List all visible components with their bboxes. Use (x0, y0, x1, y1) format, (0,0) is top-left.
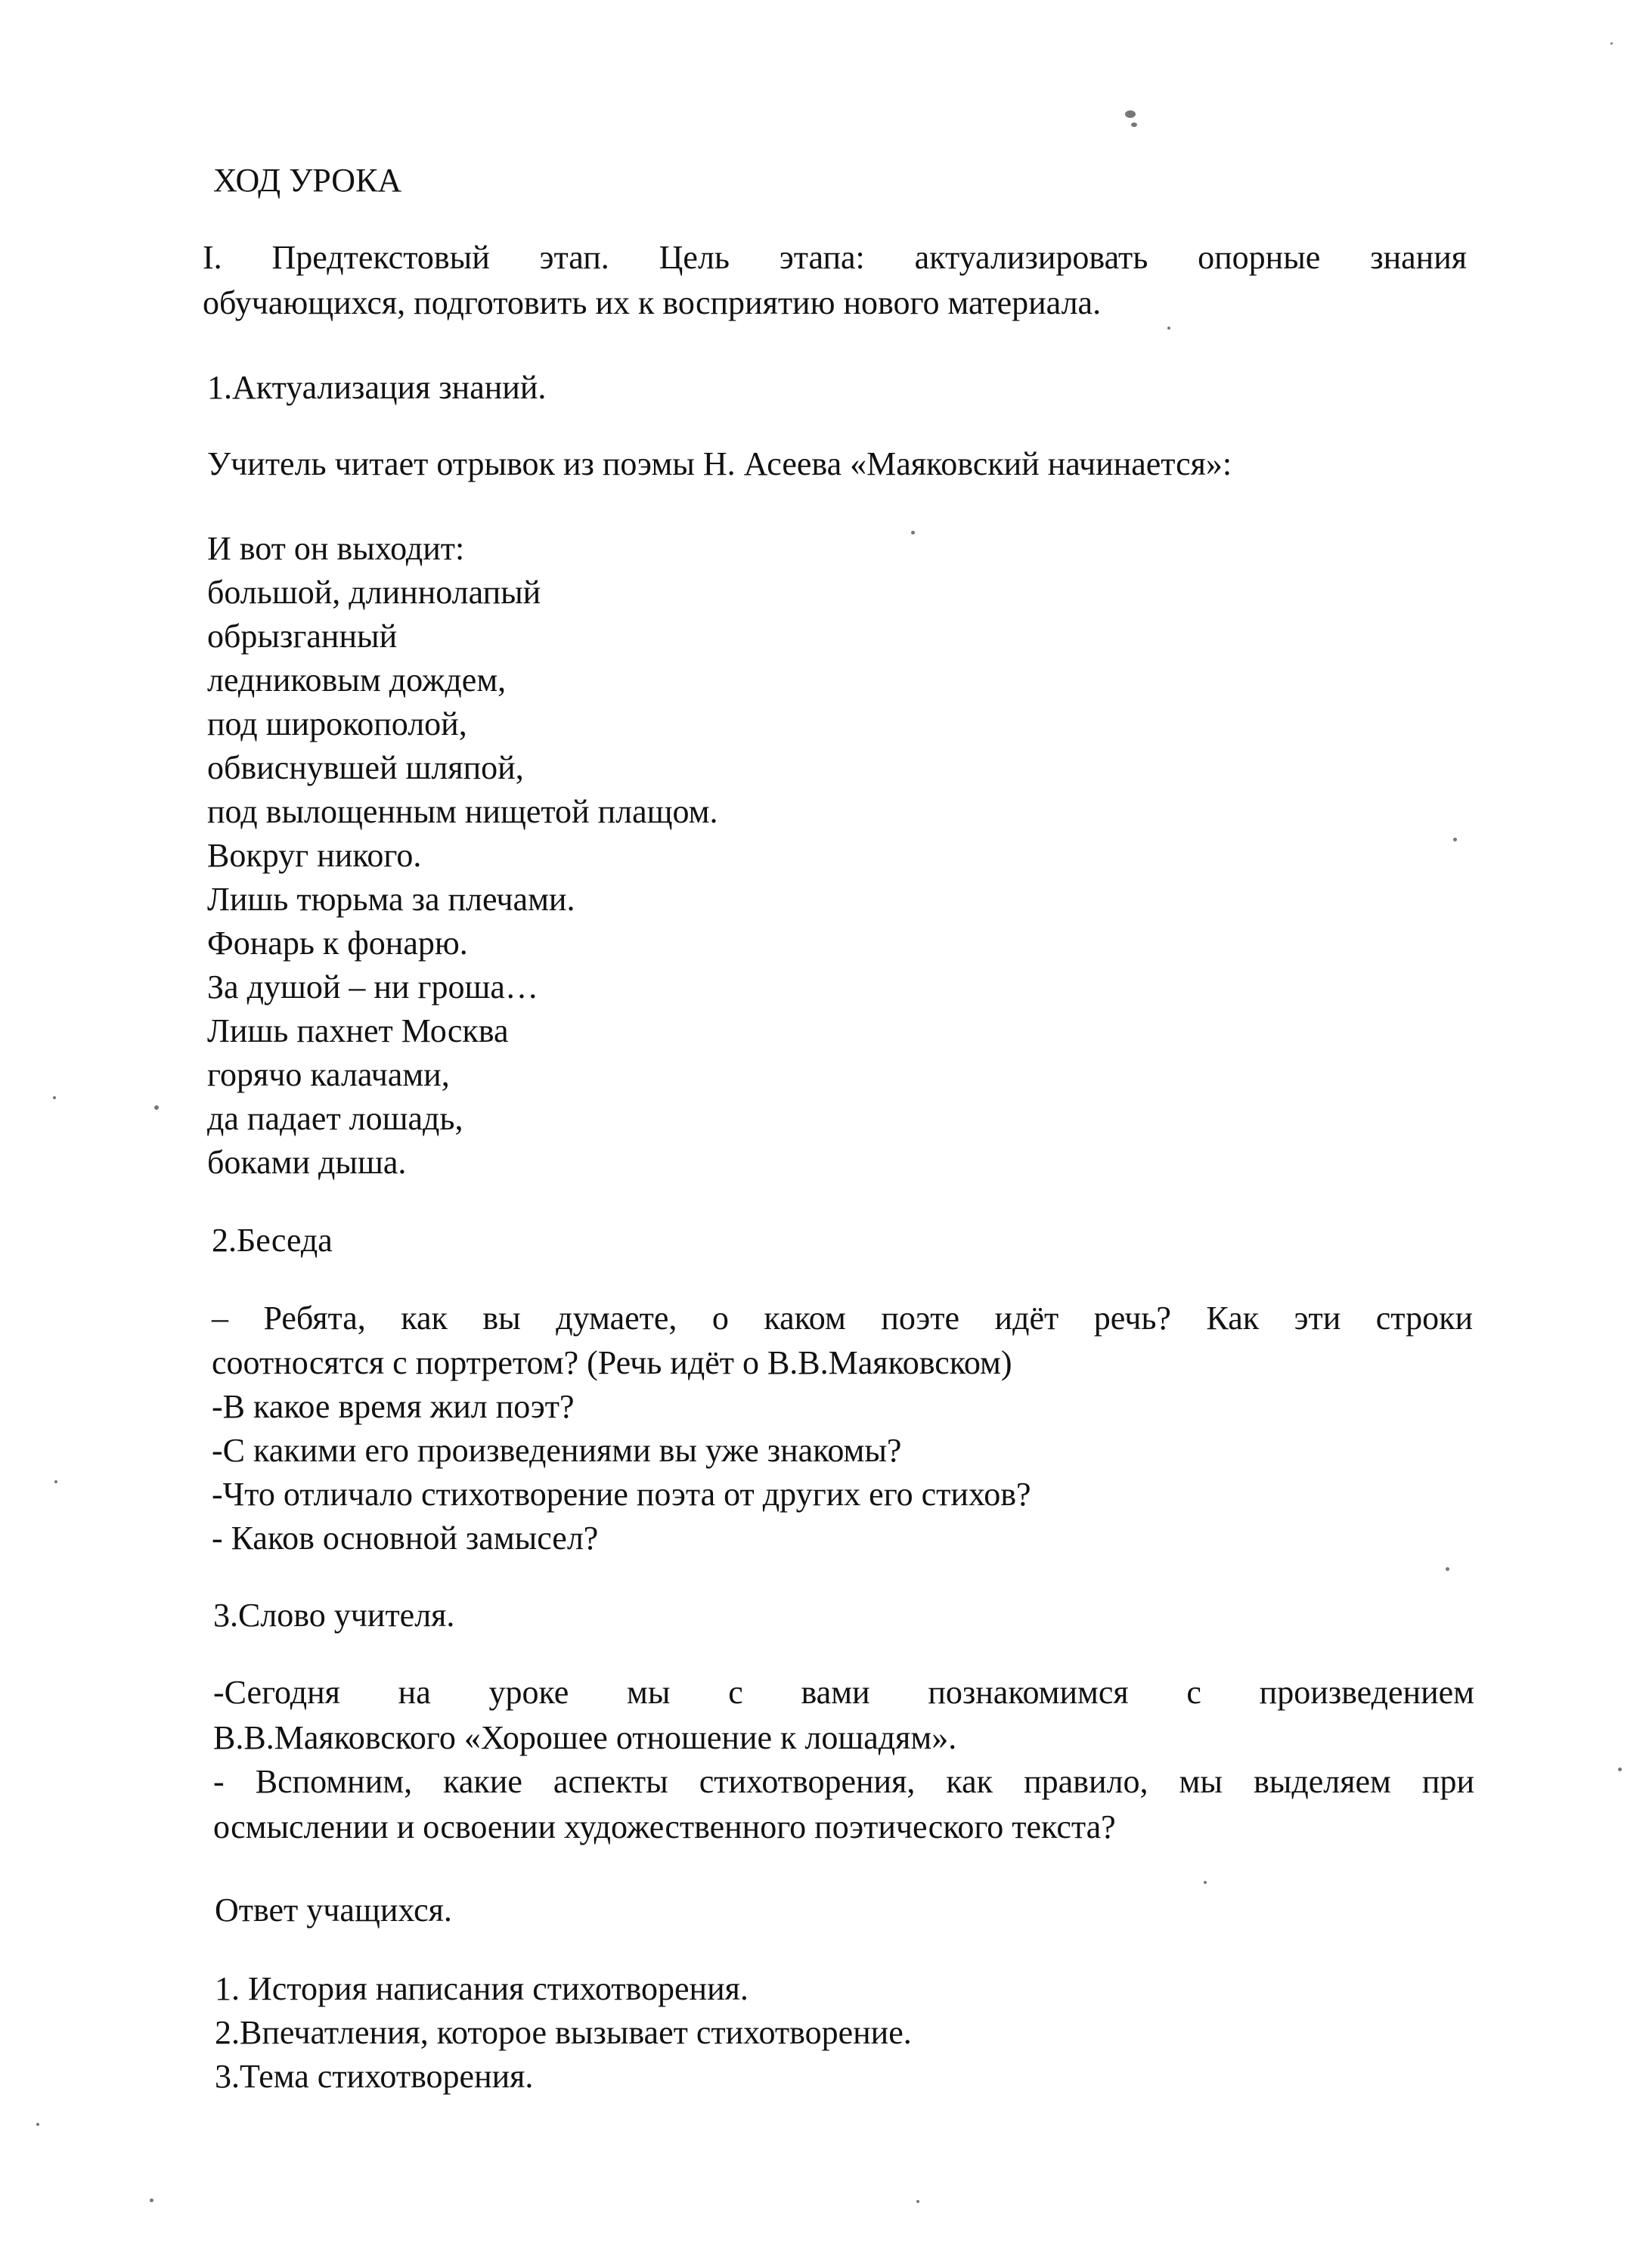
poem-line: Лишь пахнет Москва (207, 1012, 509, 1049)
poem-line: под широкополой, (207, 705, 467, 742)
stage-line-1: I. Предтекстовый этап. Цель этапа: актуализировать опорные знания (203, 239, 1467, 276)
teacher-paragraph-2-line-2: осмыслении и освоении художественного поэтического текста? (213, 1808, 1116, 1845)
poem-line: Фонарь к фонарю. (207, 925, 468, 962)
scan-speck (916, 2200, 919, 2203)
scan-speck (154, 1105, 159, 1110)
section-1-heading: 1.Актуализация знаний. (207, 369, 547, 406)
teacher-paragraph-2-line-1: - Вспомним, какие аспекты стихотворения, как правило, мы выделяем при (213, 1763, 1474, 1800)
poem-line: Лишь тюрьма за плечами. (207, 881, 575, 918)
poem-line: И вот он выходит: (207, 530, 465, 567)
teacher-paragraph-1-line-2: В.В.Маяковского «Хорошее отношение к лошадям». (213, 1719, 957, 1756)
poem-line: горячо калачами, (207, 1056, 450, 1093)
scan-speck (1167, 327, 1170, 330)
answer-item: 3.Тема стихотворения. (215, 2058, 534, 2095)
poem-line: обрызганный (207, 618, 398, 655)
scan-speck (54, 1480, 57, 1483)
section-1-intro: Учитель читает отрывок из поэмы Н. Асеева «Маяковский начинается»: (207, 445, 1232, 482)
poem-line: боками дыша. (207, 1144, 407, 1181)
scan-speck (1453, 838, 1457, 841)
teacher-paragraph-1-line-1: -Сегодня на уроке мы с вами познакомимся с произведением (213, 1674, 1474, 1711)
question-4: -Что отличало стихотворение поэта от других его стихов? (212, 1476, 1031, 1513)
stage-line-2: обучающихся, подготовить их к восприятию нового материала. (203, 284, 1102, 321)
question-3: -С какими его произведениями вы уже знакомы? (212, 1432, 902, 1469)
scan-speck (1131, 122, 1137, 127)
poem-line: За душой – ни гроша… (207, 968, 538, 1005)
scan-speck (53, 1096, 56, 1099)
section-3-heading: 3.Слово учителя. (213, 1597, 455, 1634)
answer-item: 2.Впечатления, которое вызывает стихотворение. (215, 2014, 912, 2051)
question-1-line-1: – Ребята, как вы думаете, о каком поэте идёт речь? Как эти строки (212, 1300, 1473, 1337)
section-2-heading: 2.Беседа (212, 1222, 333, 1259)
poem-line: большой, длиннолапый (207, 574, 541, 611)
scan-speck (1618, 1768, 1622, 1771)
scan-speck (150, 2198, 153, 2202)
scan-speck (911, 531, 915, 534)
poem-line: Вокруг никого. (207, 837, 422, 874)
scan-speck (36, 2123, 39, 2126)
question-5: - Каков основной замысел? (212, 1520, 599, 1557)
scan-speck (1446, 1567, 1449, 1571)
question-2: -В какое время жил поэт? (212, 1388, 575, 1425)
poem-line: да падает лошадь, (207, 1100, 463, 1137)
answer-heading: Ответ учащихся. (215, 1892, 452, 1929)
poem-line: ледниковым дождем, (207, 662, 507, 699)
scan-speck (1125, 110, 1136, 118)
scan-speck (1610, 42, 1613, 45)
page-title: ХОД УРОКА (213, 162, 402, 199)
answer-item: 1. История написания стихотворения. (215, 1970, 749, 2007)
question-1-line-2: соотносятся с портретом? (Речь идёт о В.В.Маяковском) (212, 1344, 1012, 1381)
poem-line: обвиснувшей шляпой, (207, 749, 524, 786)
scan-speck (1204, 1881, 1207, 1884)
poem-line: под вылощенным нищетой плащом. (207, 793, 718, 830)
